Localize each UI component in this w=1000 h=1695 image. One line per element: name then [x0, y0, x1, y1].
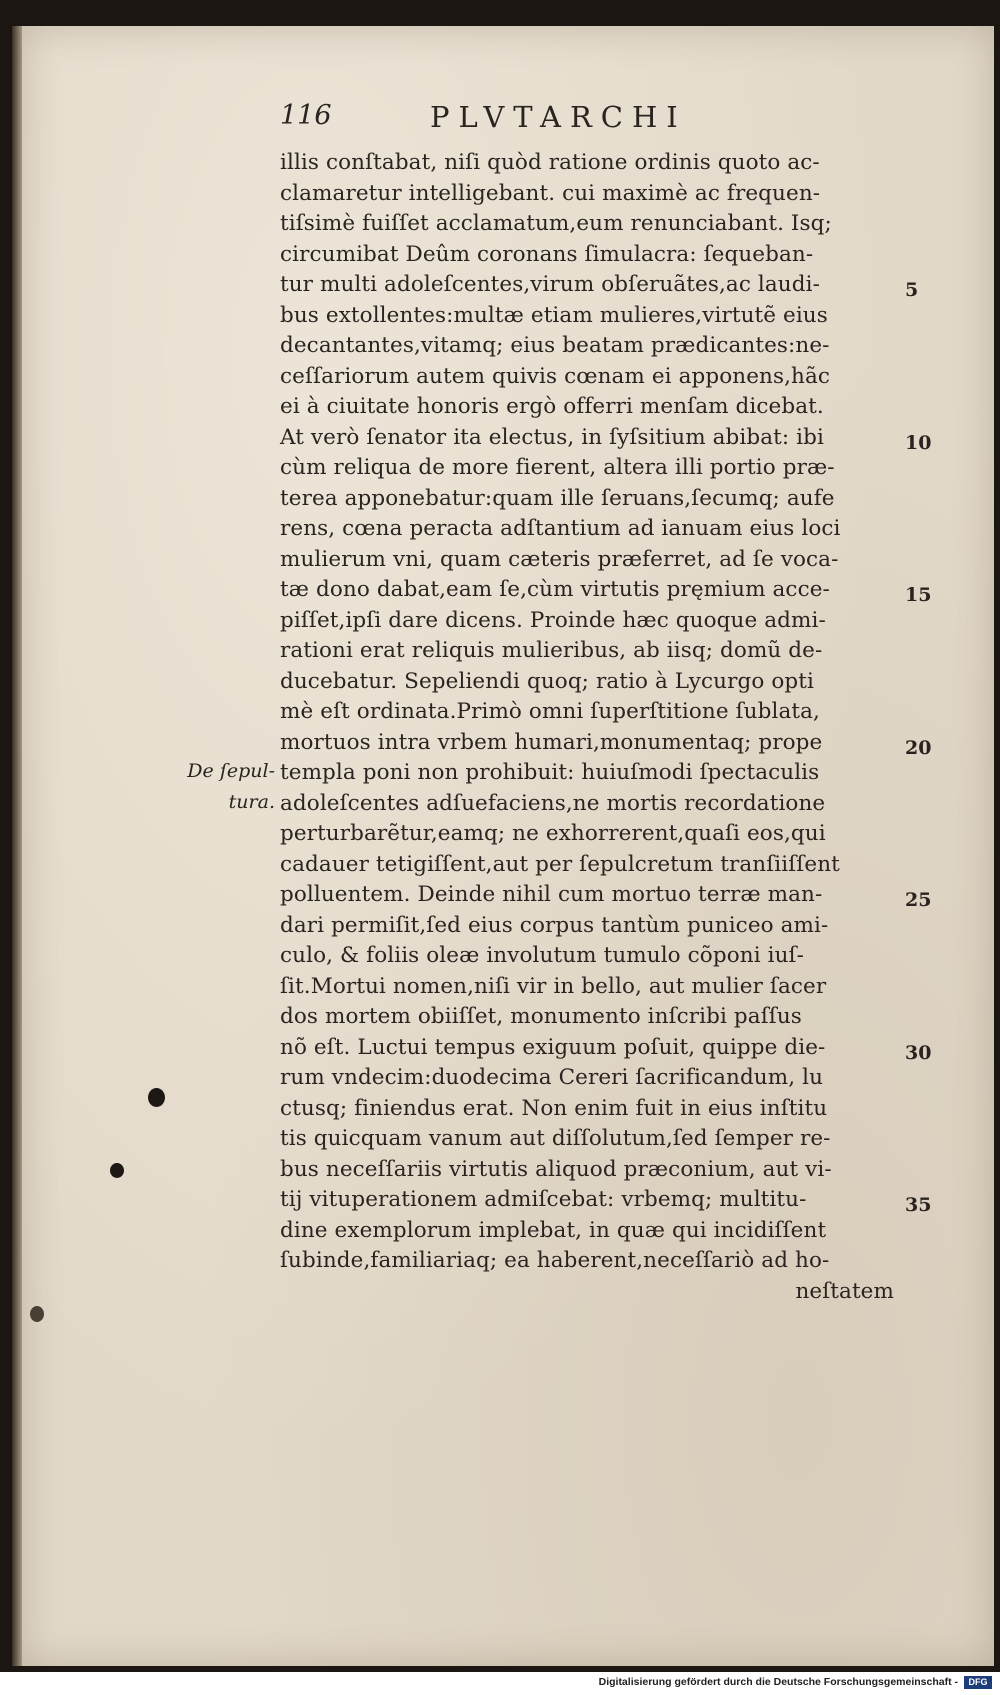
- page-header: [280, 100, 860, 140]
- text-line: cùm reliqua de more fierent, altera illi portio præ-: [280, 455, 835, 480]
- text-line: rationi erat reliquis mulieribus, ab iisq; domũ de-: [280, 638, 823, 663]
- text-line: circumibat Deûm coronans ſimulacra: ſequeban-: [280, 241, 814, 267]
- margin-note-line: De ſepul-: [187, 760, 275, 782]
- text-line: ei à ciuitate honoris ergò offerri menſam dicebat.: [280, 394, 824, 419]
- text-line: adoleſcentes adſuefaciens,ne mortis recordatione: [280, 790, 826, 816]
- text-line: rum vndecim:duodecima Cereri ſacrificandum, lu: [280, 1065, 824, 1090]
- text-line: bus extollentes:multæ etiam mulieres,virtutẽ eius: [280, 302, 828, 328]
- text-line: At verò ſenator ita electus, in ſyſsitium abibat: ibi: [280, 424, 824, 450]
- text-line: terea apponebatur:quam ille ſeruans,ſecumq; aufe: [280, 485, 835, 511]
- text-line: tur multi adoleſcentes,virum obſeruãtes,ac laudi-: [280, 272, 820, 297]
- text-line: clamaretur intelligebant. cui maximè ac frequen-: [280, 180, 821, 206]
- margin-note-line: tura.: [228, 790, 275, 813]
- footer-bar: [0, 1672, 1000, 1695]
- line-number-10: 10: [905, 432, 932, 454]
- text-line: cadauer tetigiſſent,aut per ſepulcretum tranſiiſſent: [280, 851, 840, 877]
- text-line: tiſsimè fuiſſet acclamatum,eum renunciabant. Isq;: [280, 211, 832, 236]
- text-line: polluentem. Deinde nihil cum mortuo terræ man-: [280, 882, 823, 907]
- text-line: ſit.Mortui nomen,niſi vir in bello, aut mulier ſacer: [280, 973, 827, 999]
- text-line: dari permiſit,ſed eius corpus tantùm puniceo ami-: [280, 912, 829, 938]
- text-line: dos mortem obiiſſet, monumento inſcribi paſſus: [280, 1004, 802, 1029]
- dfg-logo: DFG: [964, 1676, 992, 1689]
- text-line: tæ dono dabat,eam ſe,cùm virtutis pręmium acce-: [280, 577, 830, 602]
- text-line: illis conſtabat, niſi quòd ratione ordinis quoto ac-: [280, 150, 820, 175]
- line-number-35: 35: [905, 1194, 932, 1216]
- text-line: dine exemplorum implebat, in quæ qui incidiſſent: [280, 1217, 827, 1243]
- text-line: rens, cœna peracta adſtantium ad ianuam eius loci: [280, 516, 841, 541]
- catchword: neſtatem: [795, 1278, 894, 1304]
- text-line: piſſet,ipſi dare dicens. Proinde hæc quoque admi-: [280, 607, 826, 633]
- text-line: bus neceſſariis virtutis aliquod præconium, aut vi-: [280, 1156, 832, 1182]
- line-number-15: 15: [905, 584, 932, 606]
- text-line: ceſſariorum autem quivis cœnam ei apponens,hãc: [280, 363, 831, 389]
- line-number-20: 20: [905, 737, 932, 759]
- line-number-30: 30: [905, 1042, 932, 1064]
- text-line: ſubinde,familiariaq; ea haberent,neceſſariò ad ho-: [280, 1248, 830, 1273]
- line-number-25: 25: [905, 889, 932, 911]
- text-line: templa poni non prohibuit: huiuſmodi ſpectaculis: [280, 760, 820, 785]
- ink-spot: [148, 1088, 165, 1107]
- text-line: tis quicquam vanum aut diſſolutum,ſed ſemper re-: [280, 1126, 831, 1151]
- digitization-credit: Digitalisierung gefördert durch die Deutsche Forschungsgemeinschaft -: [598, 1676, 958, 1688]
- ink-spot: [110, 1163, 124, 1178]
- text-line: culo, & foliis oleæ involutum tumulo cõponi iuſ-: [280, 943, 804, 968]
- text-line: mulierum vni, quam cæteris præferret, ad ſe voca-: [280, 546, 839, 572]
- body-text: [280, 148, 900, 1307]
- text-line: perturbarẽtur,eamq; ne exhorrerent,quaſi eos,qui: [280, 821, 826, 846]
- line-number-5: 5: [905, 279, 919, 301]
- text-line: nõ eſt. Luctui tempus exiguum poſuit, quippe die-: [280, 1034, 826, 1060]
- text-line: ctusq; finiendus erat. Non enim fuit in eius inſtitu: [280, 1095, 828, 1121]
- text-line: decantantes,vitamq; eius beatam prædicantes:ne-: [280, 333, 830, 358]
- page-number: 116: [280, 100, 332, 131]
- text-line: mè eſt ordinata.Primò omni ſuperſtitione ſublata,: [280, 699, 820, 724]
- ink-spot: [30, 1306, 44, 1322]
- running-head: PLVTARCHI: [430, 100, 687, 134]
- text-line: ducebatur. Sepeliendi quoq; ratio à Lycurgo opti: [280, 668, 814, 694]
- margin-note: [165, 756, 275, 817]
- text-line: tij vituperationem admiſcebat: vrbemq; multitu-: [280, 1187, 807, 1212]
- text-line: mortuos intra vrbem humari,monumentaq; prope: [280, 729, 823, 755]
